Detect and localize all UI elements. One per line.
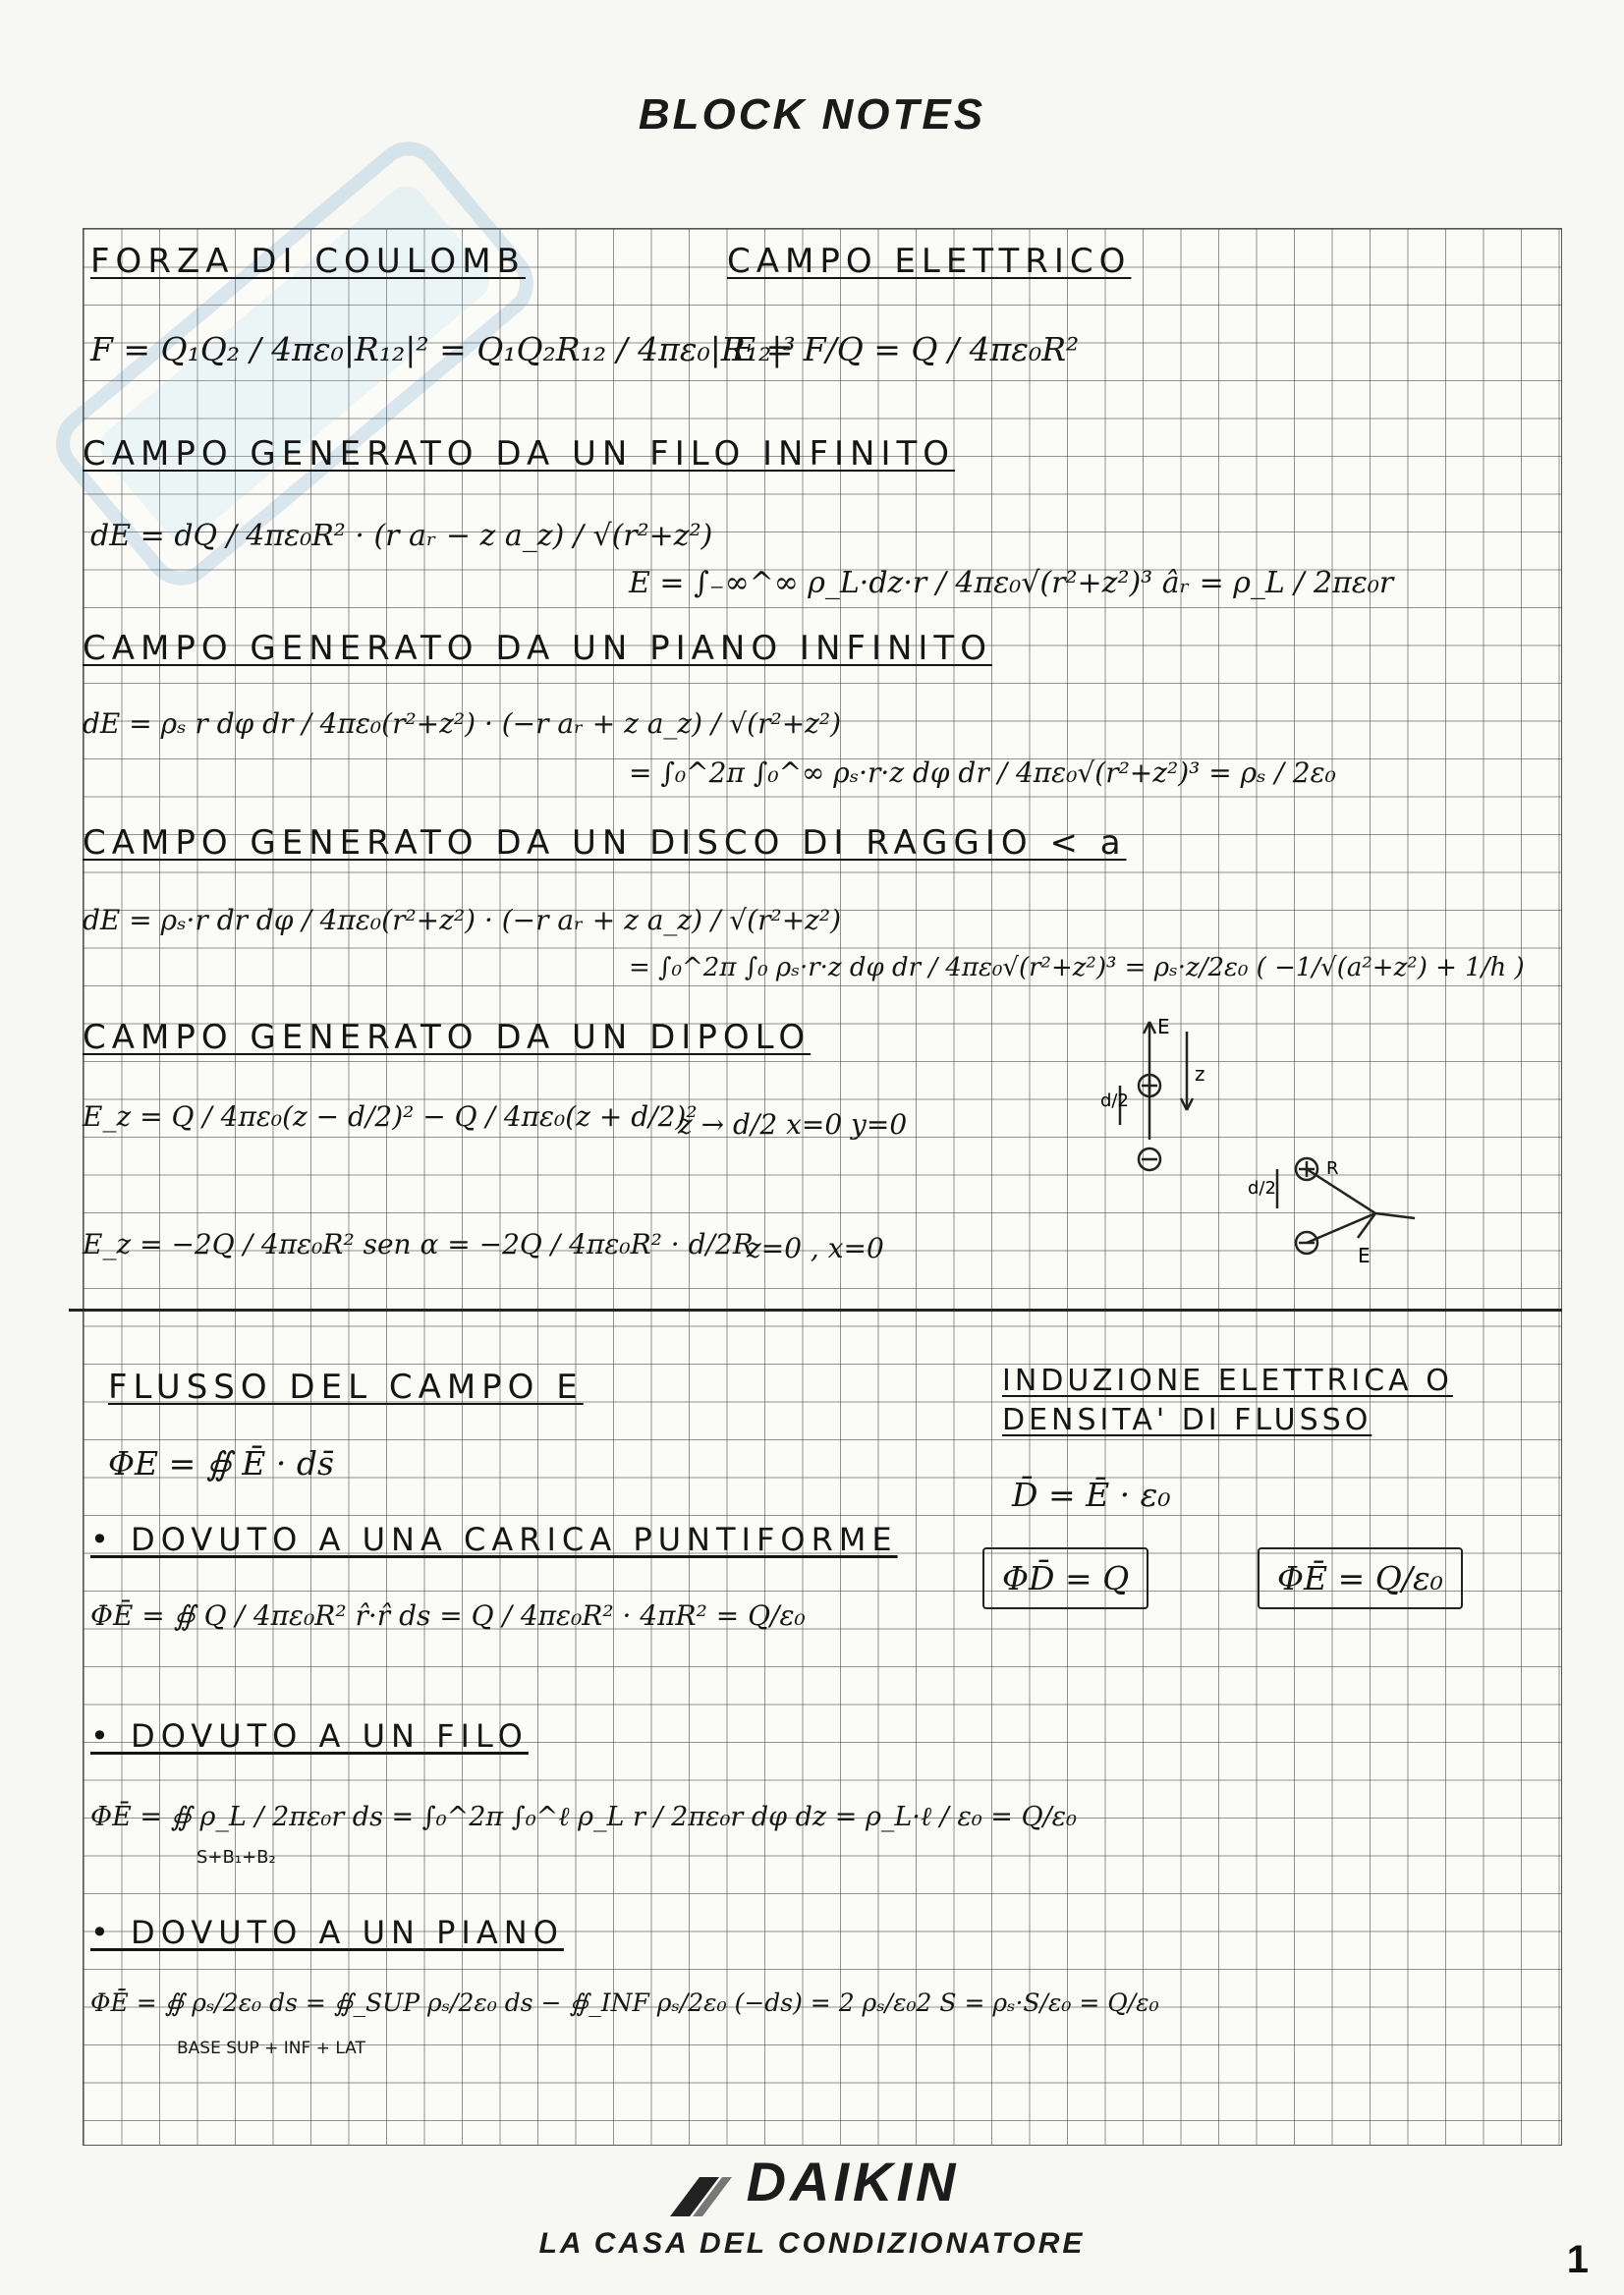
section-title-dipolo: CAMPO GENERATO DA UN DIPOLO — [83, 1018, 812, 1057]
formula-induzione: D̄ = Ē · ε₀ — [1012, 1476, 1171, 1514]
section-title-disco: CAMPO GENERATO DA UN DISCO DI RAGGIO < a — [83, 823, 1127, 863]
diagram-label-e-bottom: E — [1358, 1244, 1371, 1267]
section-title-coulomb: FORZA DI COULOMB — [90, 242, 526, 281]
section-title-induzione: INDUZIONE ELETTRICA O — [1002, 1364, 1453, 1398]
section-divider — [69, 1309, 1562, 1312]
diagram-label-d2-b: d/2 — [1248, 1178, 1276, 1199]
formula-filo-e: E = ∫₋∞^∞ ρ_L·dz·r / 4πε₀√(r²+z²)³ âᵣ = ρ_L / 2πε₀r — [629, 566, 1394, 600]
dipolo-condition-b: z=0 , x=0 — [747, 1232, 884, 1264]
formula-carica: ΦĒ = ∯ Q / 4πε₀R² r̂·r̂ ds = Q / 4πε₀R² · 4πR² = Q/ε₀ — [90, 1599, 806, 1632]
section-title-piano-flusso: • DOVUTO A UN PIANO — [90, 1914, 564, 1951]
brand-name: DAIKIN — [746, 2151, 960, 2212]
formula-campo-elettrico: E = F/Q = Q / 4πε₀R² — [732, 330, 1080, 368]
brand-line — [0, 2150, 1624, 2221]
section-title-campo-elettrico: CAMPO ELETTRICO — [727, 242, 1132, 281]
dipole-diagram — [1100, 1012, 1474, 1287]
piano-surface-subscript: BASE SUP + INF + LAT — [177, 2039, 365, 2058]
dipolo-condition-a: z → d/2 x=0 y=0 — [678, 1108, 908, 1141]
filo-surface-subscript: S+B₁+B₂ — [196, 1847, 276, 1868]
formula-coulomb: F = Q₁Q₂ / 4πε₀|R₁₂|² = Q₁Q₂R₁₂ / 4πε₀|R₁₂|³ — [90, 330, 796, 368]
formula-piano-de: dE = ρₛ r dφ dr / 4πε₀(r²+z²) · (−r aᵣ + z a_z) / √(r²+z²) — [83, 707, 842, 740]
formula-filo-de: dE = dQ / 4πε₀R² · (r aᵣ − z a_z) / √(r²+z²) — [90, 519, 713, 553]
section-title-carica: • DOVUTO A UNA CARICA PUNTIFORME — [90, 1521, 898, 1558]
section-title-filo-flusso: • DOVUTO A UN FILO — [90, 1717, 529, 1755]
diagram-label-z: z — [1195, 1062, 1205, 1086]
brand-tagline: LA CASA DEL CONDIZIONATORE — [538, 2226, 1086, 2260]
boxed-formula-flusso-e: ΦĒ = Q/ε₀ — [1258, 1547, 1463, 1609]
page-number: 1 — [1566, 2238, 1589, 2281]
section-title-densita: DENSITA' DI FLUSSO — [1002, 1403, 1372, 1437]
boxed-formula-flusso-d: ΦD̄ = Q — [982, 1547, 1148, 1609]
page-title: BLOCK NOTES — [638, 90, 986, 139]
diagram-label-d2-a: d/2 — [1100, 1091, 1129, 1111]
formula-disco-e: = ∫₀^2π ∫₀ ρₛ·r·z dφ dr / 4πε₀√(r²+z²)³ = ρₛ·z/2ε₀ ( −1/√(a²+z²) + 1/h ) — [629, 953, 1525, 982]
daikin-logo-icon — [665, 2172, 734, 2221]
formula-disco-de: dE = ρₛ·r dr dφ / 4πε₀(r²+z²) · (−r aᵣ + z a_z) / √(r²+z²) — [83, 904, 842, 936]
section-title-flusso: FLUSSO DEL CAMPO E — [108, 1368, 584, 1407]
footer-brand — [0, 2150, 1624, 2261]
formula-dipolo-ez-axis: E_z = −2Q / 4πε₀R² sen α = −2Q / 4πε₀R² · d/2R — [83, 1228, 754, 1260]
diagram-label-r: R — [1326, 1158, 1339, 1179]
section-title-piano: CAMPO GENERATO DA UN PIANO INFINITO — [83, 629, 992, 668]
diagram-label-e-top: E — [1157, 1015, 1170, 1038]
formula-filo-flusso: ΦĒ = ∯ ρ_L / 2πε₀r ds = ∫₀^2π ∫₀^ℓ ρ_L r / 2πε₀r dφ dz = ρ_L·ℓ / ε₀ = Q/ε₀ — [90, 1802, 1077, 1832]
formula-piano-e: = ∫₀^2π ∫₀^∞ ρₛ·r·z dφ dr / 4πε₀√(r²+z²)³ = ρₛ / 2ε₀ — [629, 756, 1336, 789]
formula-piano-flusso: ΦĒ = ∯ ρₛ/2ε₀ ds = ∯_SUP ρₛ/2ε₀ ds − ∯_INF ρₛ/2ε₀ (−ds) = 2 ρₛ/ε₀2 S = ρₛ·S/ε₀ = Q/ε₀ — [90, 1988, 1159, 2017]
formula-dipolo-ez: E_z = Q / 4πε₀(z − d/2)² − Q / 4πε₀(z + d/2)² — [83, 1100, 698, 1133]
formula-flusso: ΦE = ∯ Ē · ds̄ — [108, 1444, 334, 1483]
section-title-filo: CAMPO GENERATO DA UN FILO INFINITO — [83, 434, 956, 474]
